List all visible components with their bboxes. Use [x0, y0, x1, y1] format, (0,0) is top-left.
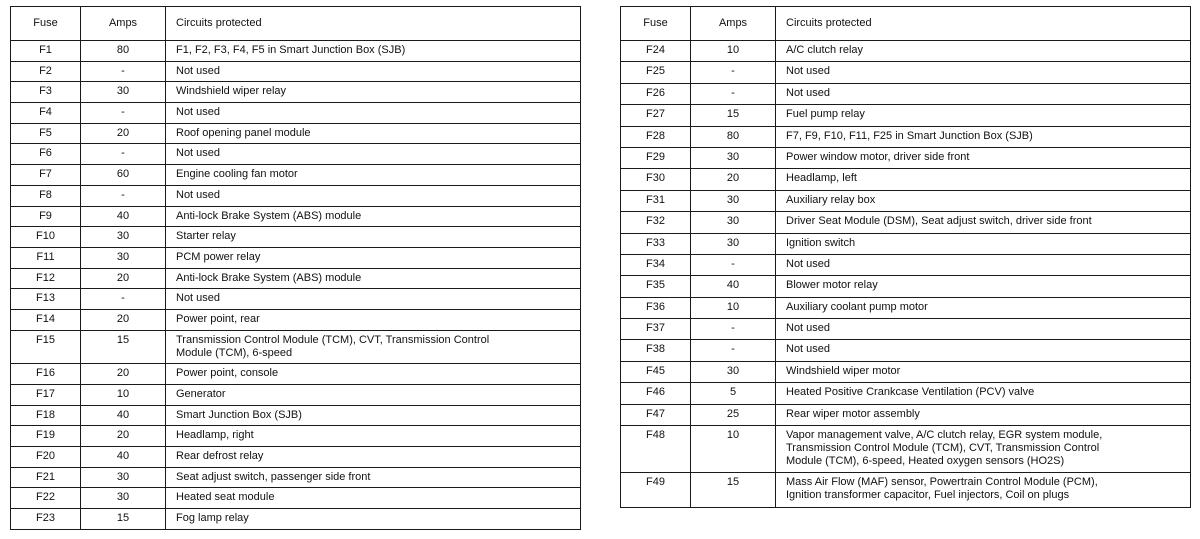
fuse-id-cell: F12	[11, 268, 81, 289]
circuits-header: Circuits protected	[166, 7, 581, 41]
amps-cell: 20	[81, 123, 166, 144]
amps-cell: 20	[81, 426, 166, 447]
fuse-id-cell: F34	[621, 254, 691, 275]
amps-cell: 30	[691, 233, 776, 254]
header-row	[11, 7, 581, 41]
circuit-cell: F1, F2, F3, F4, F5 in Smart Junction Box (SJB)	[166, 41, 581, 62]
amps-cell: 40	[81, 405, 166, 426]
fuse-id-cell: F45	[621, 361, 691, 382]
amps-cell: 40	[81, 447, 166, 468]
fuse-id-cell: F3	[11, 82, 81, 103]
fuse-id-cell: F10	[11, 227, 81, 248]
fuse-id-cell: F22	[11, 488, 81, 509]
fuse-id-cell: F13	[11, 289, 81, 310]
fuse-id-cell: F18	[11, 405, 81, 426]
table-row	[11, 123, 581, 144]
table-row	[11, 82, 581, 103]
fuse-id-cell: F21	[11, 467, 81, 488]
amps-cell: -	[81, 61, 166, 82]
fuse-id-cell: F46	[621, 383, 691, 404]
fuse-id-cell: F14	[11, 309, 81, 330]
amps-cell: 20	[691, 169, 776, 190]
amps-cell: -	[691, 254, 776, 275]
amps-cell: 60	[81, 165, 166, 186]
amps-header: Amps	[81, 7, 166, 41]
fuse-id-cell: F31	[621, 190, 691, 211]
amps-cell: -	[81, 185, 166, 206]
table-row	[11, 165, 581, 186]
fuse-id-cell: F7	[11, 165, 81, 186]
fuse-id-cell: F17	[11, 385, 81, 406]
table-row	[621, 83, 1191, 104]
fuse-id-cell: F16	[11, 364, 81, 385]
table-row	[11, 227, 581, 248]
circuit-cell: Heated Positive Crankcase Ventilation (PCV) valve	[776, 383, 1191, 404]
table-row	[621, 319, 1191, 340]
amps-cell: -	[81, 103, 166, 124]
table-row	[621, 361, 1191, 382]
table-row	[11, 289, 581, 310]
table-row	[621, 105, 1191, 126]
table-row	[621, 254, 1191, 275]
fuse-id-cell: F48	[621, 426, 691, 473]
fuse-id-cell: F35	[621, 276, 691, 297]
circuit-cell: Smart Junction Box (SJB)	[166, 405, 581, 426]
fuse-id-cell: F15	[11, 330, 81, 364]
fuse-id-cell: F4	[11, 103, 81, 124]
amps-cell: 10	[691, 297, 776, 318]
fuse-table-left	[10, 6, 581, 530]
table-row	[11, 41, 581, 62]
circuit-cell: Power point, rear	[166, 309, 581, 330]
table-row	[621, 233, 1191, 254]
table-row	[621, 297, 1191, 318]
circuit-cell: Transmission Control Module (TCM), CVT, Transmission Control Module (TCM), 6-speed	[166, 330, 581, 364]
circuit-cell: Heated seat module	[166, 488, 581, 509]
table-row	[11, 385, 581, 406]
table-row	[11, 488, 581, 509]
table-row	[11, 330, 581, 364]
fuse-id-cell: F33	[621, 233, 691, 254]
table-row	[11, 364, 581, 385]
fuse-id-cell: F30	[621, 169, 691, 190]
circuit-cell: Rear wiper motor assembly	[776, 404, 1191, 425]
circuit-cell: Power point, console	[166, 364, 581, 385]
fuse-id-cell: F5	[11, 123, 81, 144]
amps-cell: 40	[81, 206, 166, 227]
circuit-cell: Rear defrost relay	[166, 447, 581, 468]
circuit-cell: Mass Air Flow (MAF) sensor, Powertrain Control Module (PCM), Ignition transformer capacitor, Fuel injectors, Coil on plugs	[776, 473, 1191, 507]
amps-cell: 10	[691, 41, 776, 62]
circuit-cell: Not used	[776, 340, 1191, 361]
table-row	[621, 147, 1191, 168]
amps-cell: 30	[691, 212, 776, 233]
fuse-id-cell: F9	[11, 206, 81, 227]
table-row	[621, 404, 1191, 425]
circuit-cell: Not used	[776, 254, 1191, 275]
amps-header: Amps	[691, 7, 776, 41]
circuit-cell: Anti-lock Brake System (ABS) module	[166, 206, 581, 227]
amps-cell: 20	[81, 364, 166, 385]
circuit-cell: Not used	[776, 62, 1191, 83]
amps-cell: -	[691, 340, 776, 361]
table-row	[621, 383, 1191, 404]
circuit-cell: Ignition switch	[776, 233, 1191, 254]
amps-cell: -	[691, 62, 776, 83]
fuse-header: Fuse	[621, 7, 691, 41]
circuit-cell: Roof opening panel module	[166, 123, 581, 144]
table-row	[621, 340, 1191, 361]
circuit-cell: PCM power relay	[166, 247, 581, 268]
circuit-cell: Generator	[166, 385, 581, 406]
fuse-id-cell: F2	[11, 61, 81, 82]
table-row	[11, 206, 581, 227]
amps-cell: 30	[691, 361, 776, 382]
circuit-cell: Not used	[166, 289, 581, 310]
amps-cell: 10	[691, 426, 776, 473]
fuse-id-cell: F25	[621, 62, 691, 83]
circuit-cell: Engine cooling fan motor	[166, 165, 581, 186]
table-row	[11, 268, 581, 289]
circuit-cell: Driver Seat Module (DSM), Seat adjust switch, driver side front	[776, 212, 1191, 233]
table-row	[11, 247, 581, 268]
fuse-id-cell: F26	[621, 83, 691, 104]
circuit-cell: Windshield wiper relay	[166, 82, 581, 103]
circuit-cell: Not used	[166, 185, 581, 206]
circuit-cell: Fog lamp relay	[166, 509, 581, 530]
fuse-id-cell: F19	[11, 426, 81, 447]
circuit-cell: Starter relay	[166, 227, 581, 248]
circuit-cell: Auxiliary relay box	[776, 190, 1191, 211]
table-row	[621, 276, 1191, 297]
amps-cell: 15	[81, 509, 166, 530]
circuit-cell: Vapor management valve, A/C clutch relay, EGR system module, Transmission Control Module (TCM), CVT, Transmission Control Module (TCM), 6-speed, Heated oxygen sensors (HO2S)	[776, 426, 1191, 473]
circuit-cell: Anti-lock Brake System (ABS) module	[166, 268, 581, 289]
fuse-id-cell: F6	[11, 144, 81, 165]
circuit-cell: Not used	[166, 61, 581, 82]
amps-cell: 40	[691, 276, 776, 297]
table-row	[621, 126, 1191, 147]
circuit-cell: A/C clutch relay	[776, 41, 1191, 62]
amps-cell: 5	[691, 383, 776, 404]
header-row	[621, 7, 1191, 41]
table-row	[621, 426, 1191, 473]
fuse-id-cell: F28	[621, 126, 691, 147]
amps-cell: 20	[81, 309, 166, 330]
amps-cell: 30	[81, 82, 166, 103]
table-row	[11, 103, 581, 124]
table-row	[621, 62, 1191, 83]
amps-cell: 30	[81, 227, 166, 248]
circuit-cell: Not used	[776, 83, 1191, 104]
table-row	[621, 41, 1191, 62]
amps-cell: 25	[691, 404, 776, 425]
fuse-id-cell: F23	[11, 509, 81, 530]
amps-cell: 15	[691, 105, 776, 126]
circuit-cell: Headlamp, right	[166, 426, 581, 447]
fuse-id-cell: F32	[621, 212, 691, 233]
table-row	[11, 447, 581, 468]
fuse-id-cell: F1	[11, 41, 81, 62]
fuse-id-cell: F24	[621, 41, 691, 62]
circuit-cell: Headlamp, left	[776, 169, 1191, 190]
circuit-cell: Not used	[776, 319, 1191, 340]
amps-cell: 80	[691, 126, 776, 147]
circuit-cell: Auxiliary coolant pump motor	[776, 297, 1191, 318]
circuit-cell: Power window motor, driver side front	[776, 147, 1191, 168]
circuits-header: Circuits protected	[776, 7, 1191, 41]
table-row	[11, 467, 581, 488]
table-row	[11, 405, 581, 426]
table-row	[11, 61, 581, 82]
circuit-cell: F7, F9, F10, F11, F25 in Smart Junction Box (SJB)	[776, 126, 1191, 147]
table-row	[11, 185, 581, 206]
table-row	[621, 212, 1191, 233]
fuse-header: Fuse	[11, 7, 81, 41]
fuse-id-cell: F47	[621, 404, 691, 425]
fuse-table-right	[620, 6, 1191, 508]
amps-cell: 30	[691, 147, 776, 168]
fuse-id-cell: F8	[11, 185, 81, 206]
table-row	[11, 144, 581, 165]
table-row	[11, 309, 581, 330]
table-row	[621, 473, 1191, 507]
fuse-id-cell: F20	[11, 447, 81, 468]
circuit-cell: Not used	[166, 144, 581, 165]
fuse-id-cell: F29	[621, 147, 691, 168]
amps-cell: 10	[81, 385, 166, 406]
amps-cell: 30	[81, 247, 166, 268]
table-row	[621, 190, 1191, 211]
amps-cell: -	[81, 144, 166, 165]
amps-cell: 30	[691, 190, 776, 211]
amps-cell: 15	[81, 330, 166, 364]
fuse-id-cell: F49	[621, 473, 691, 507]
amps-cell: 80	[81, 41, 166, 62]
circuit-cell: Fuel pump relay	[776, 105, 1191, 126]
amps-cell: -	[691, 83, 776, 104]
circuit-cell: Seat adjust switch, passenger side front	[166, 467, 581, 488]
fuse-id-cell: F11	[11, 247, 81, 268]
fuse-id-cell: F36	[621, 297, 691, 318]
table-row	[621, 169, 1191, 190]
fuse-id-cell: F38	[621, 340, 691, 361]
amps-cell: 15	[691, 473, 776, 507]
table-row	[11, 426, 581, 447]
amps-cell: -	[81, 289, 166, 310]
fuse-id-cell: F37	[621, 319, 691, 340]
circuit-cell: Blower motor relay	[776, 276, 1191, 297]
circuit-cell: Windshield wiper motor	[776, 361, 1191, 382]
amps-cell: 30	[81, 467, 166, 488]
amps-cell: -	[691, 319, 776, 340]
fuse-id-cell: F27	[621, 105, 691, 126]
amps-cell: 30	[81, 488, 166, 509]
table-row	[11, 509, 581, 530]
circuit-cell: Not used	[166, 103, 581, 124]
amps-cell: 20	[81, 268, 166, 289]
